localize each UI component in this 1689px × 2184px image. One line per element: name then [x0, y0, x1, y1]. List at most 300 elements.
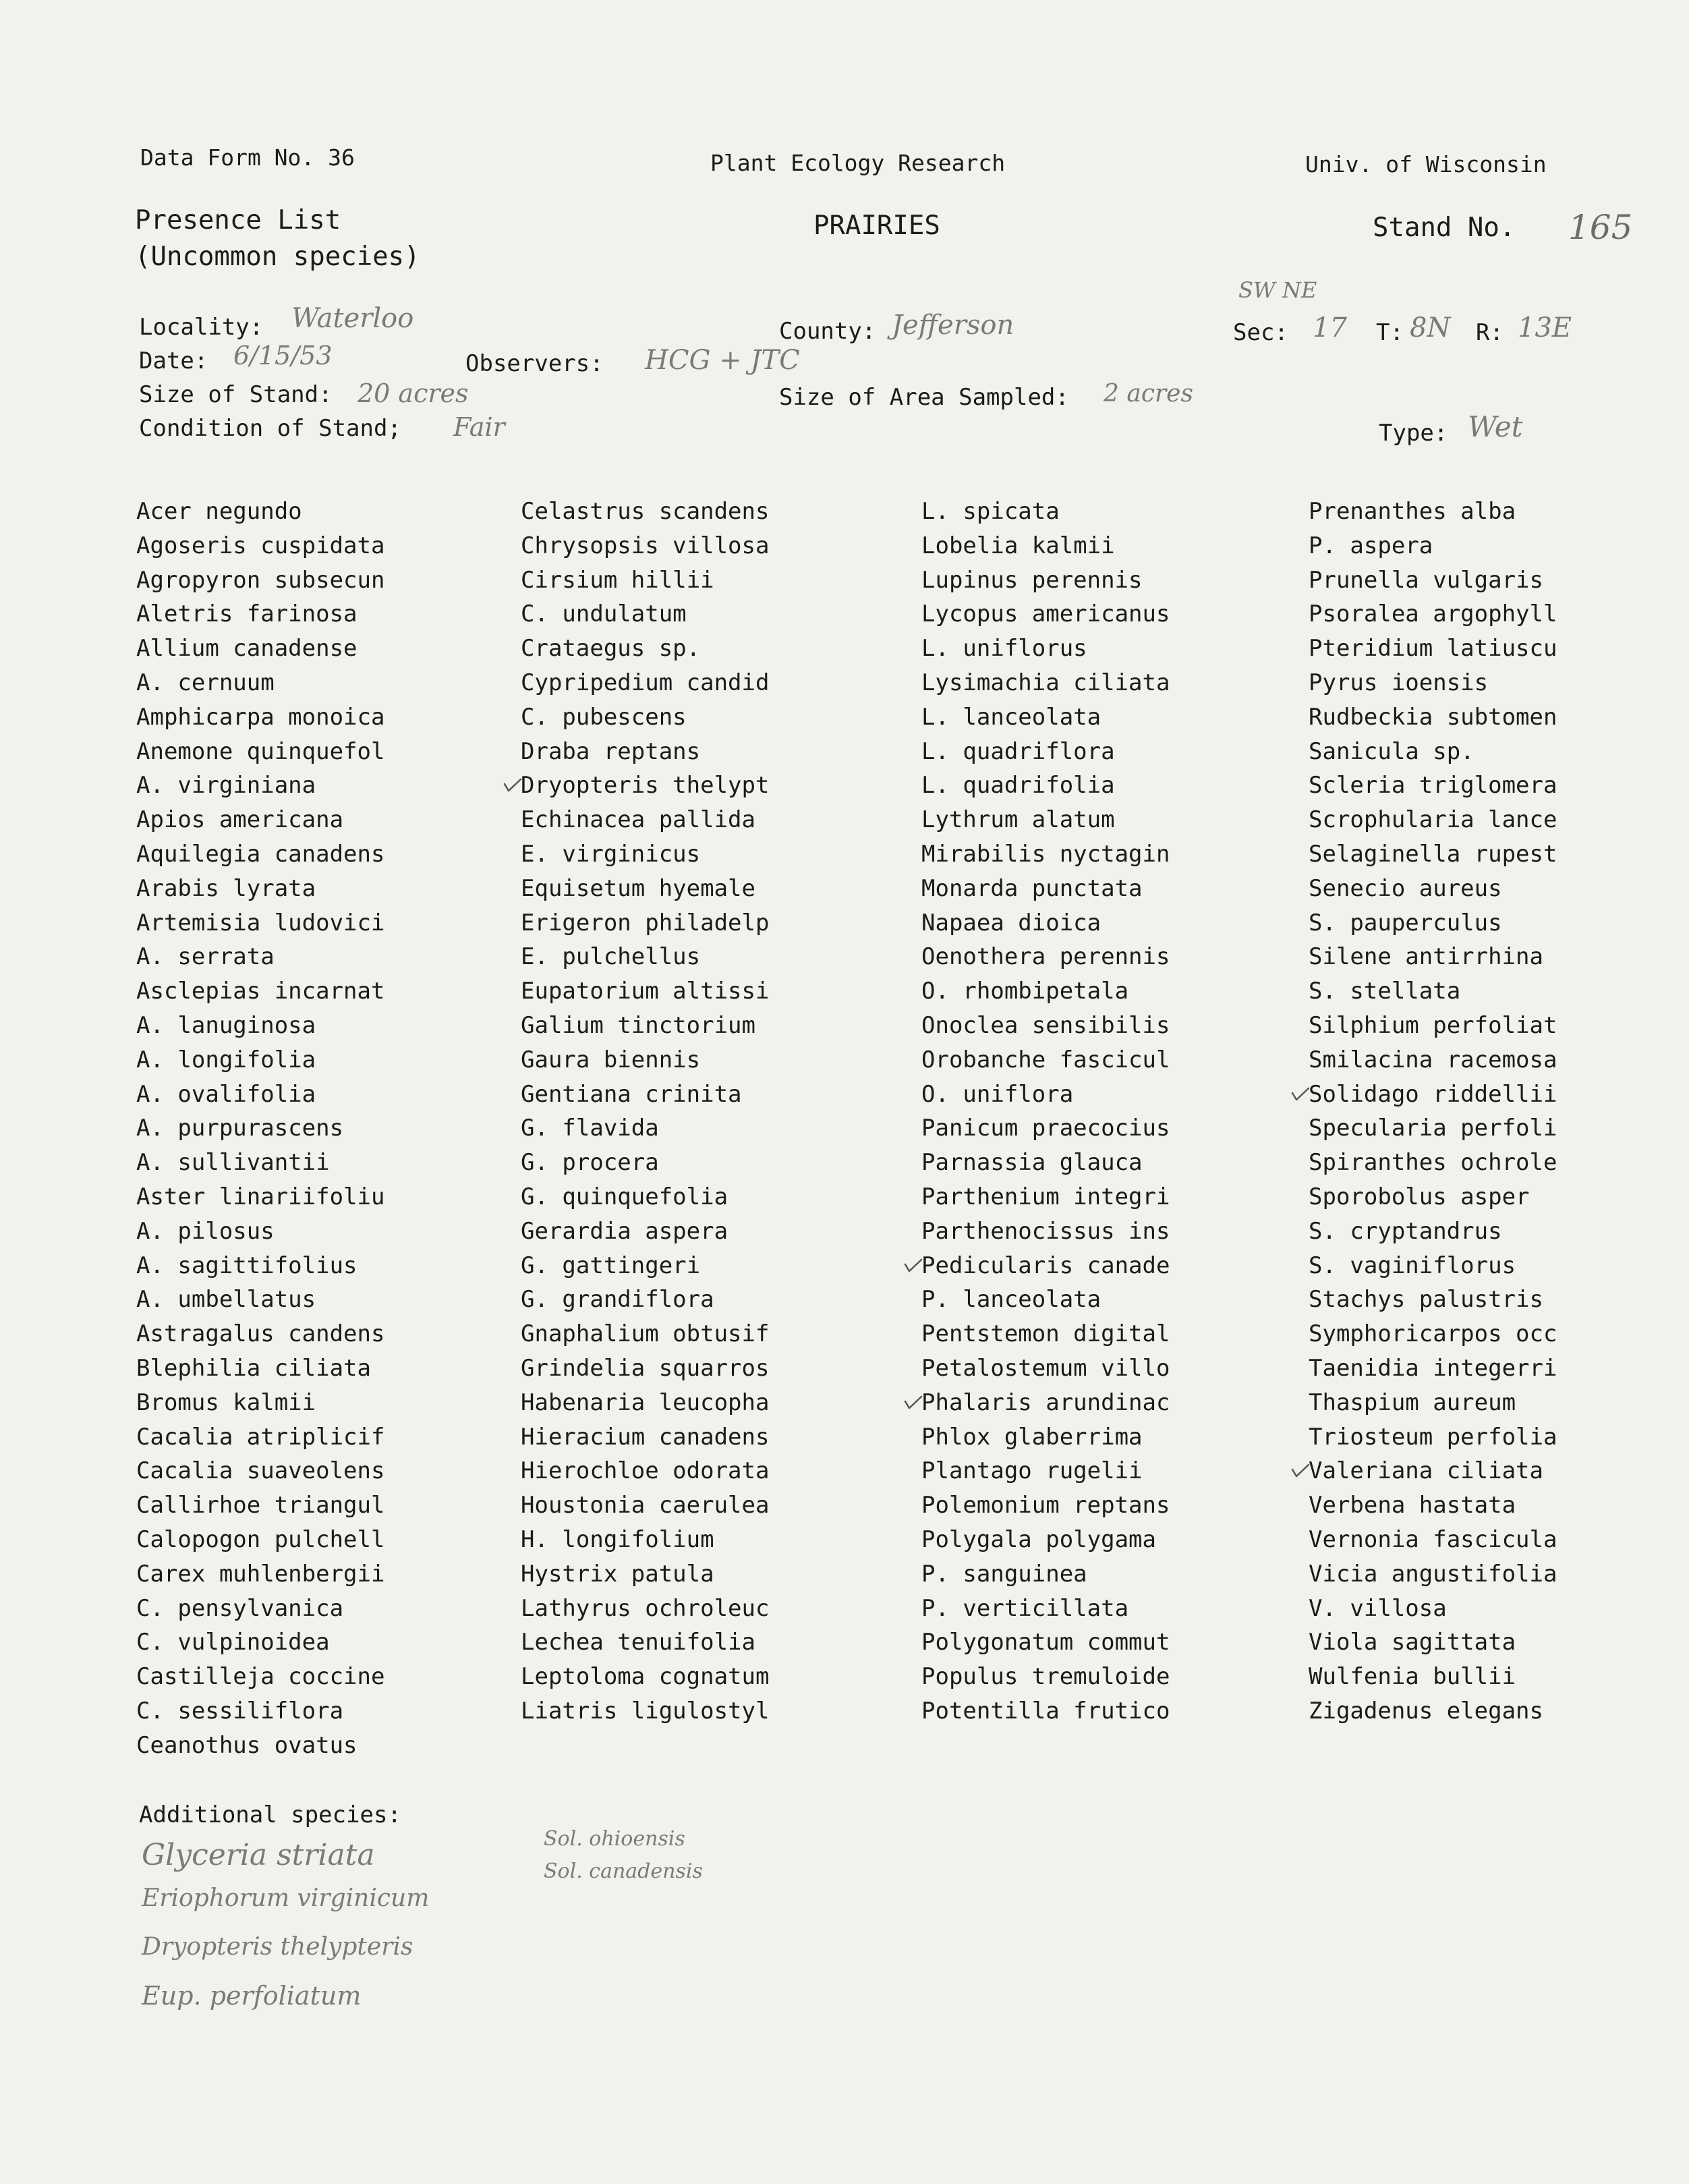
species-name: A. umbellatus: [136, 1286, 316, 1314]
species-name: Gentiana crinita: [521, 1080, 742, 1108]
stand-number-label: Stand No.: [1373, 213, 1516, 243]
species-name: Crataegus sp.: [521, 635, 701, 663]
species-item: [1309, 702, 1557, 737]
species-item: [1309, 942, 1557, 976]
species-name: Cacalia atriplicif: [136, 1423, 385, 1451]
species-item: [136, 1182, 384, 1216]
species-item: [921, 1011, 1170, 1045]
range-value: 13E: [1518, 312, 1572, 343]
species-name: Polemonium reptans: [921, 1492, 1170, 1519]
species-item: [1309, 1388, 1557, 1422]
size-of-stand-value: 20 acres: [357, 379, 469, 408]
species-item: [1309, 1182, 1557, 1216]
condition-of-stand-value: Fair: [453, 412, 505, 442]
species-name: Chrysopsis villosa: [521, 532, 770, 559]
species-name: Mirabilis nyctagin: [921, 840, 1170, 868]
species-item: [521, 874, 769, 908]
species-item: [1309, 497, 1557, 531]
species-name: Cacalia suaveolens: [136, 1457, 385, 1485]
species-name: L. quadrifolia: [921, 772, 1115, 800]
species-name: Carex muhlenbergii: [136, 1560, 385, 1588]
species-name: Anemone quinquefol: [136, 737, 385, 765]
species-item: [136, 1594, 384, 1628]
species-name: Selaginella rupest: [1309, 840, 1557, 868]
species-item: [136, 976, 384, 1011]
species-name: Spiranthes ochrole: [1309, 1149, 1557, 1177]
species-item: [521, 1662, 769, 1696]
species-item: [921, 1353, 1170, 1388]
species-item: [136, 531, 384, 565]
type-value: Wet: [1468, 410, 1523, 443]
species-name: G. gattingeri: [521, 1252, 701, 1279]
species-name: Hieracium canadens: [521, 1423, 770, 1451]
university-name: Univ. of Wisconsin: [1305, 151, 1547, 177]
species-name: Potentilla frutico: [921, 1697, 1170, 1725]
species-item: [921, 1113, 1170, 1148]
additional-species-handwritten-left: [142, 1838, 430, 2011]
species-name: A. pilosus: [136, 1217, 275, 1245]
species-name: Amphicarpa monoica: [136, 703, 385, 731]
species-name: Dryopteris thelypt: [521, 772, 770, 800]
species-column-1: [136, 497, 384, 1764]
species-name: Oenothera perennis: [921, 943, 1170, 971]
species-item: [136, 1045, 384, 1080]
species-item: [1309, 1594, 1557, 1628]
species-item: [921, 839, 1170, 874]
species-name: Draba reptans: [521, 737, 701, 765]
species-name: V. villosa: [1309, 1594, 1447, 1622]
species-name: Apios americana: [136, 806, 344, 834]
species-item: [521, 976, 769, 1011]
species-item: [521, 1490, 769, 1525]
species-name: S. stellata: [1309, 978, 1461, 1005]
species-name: Silphium perfoliat: [1309, 1011, 1557, 1039]
species-name: Triosteum perfolia: [1309, 1423, 1557, 1451]
date-value: 6/15/53: [233, 341, 333, 370]
species-item: [521, 737, 769, 771]
species-name: Aquilegia canadens: [136, 840, 385, 868]
species-name: Celastrus scandens: [521, 498, 770, 525]
species-item: [136, 1456, 384, 1490]
locality-value: Waterloo: [291, 303, 414, 334]
species-name: Agoseris cuspidata: [136, 532, 385, 559]
species-item: [136, 565, 384, 600]
species-item: [521, 805, 769, 839]
checkmark-icon: [1291, 1086, 1310, 1101]
section-note: SW NE: [1238, 277, 1317, 303]
species-name: Asclepias incarnat: [136, 978, 385, 1005]
range-label: R:: [1476, 319, 1504, 346]
species-name: Lupinus perennis: [921, 566, 1143, 594]
species-item: [521, 531, 769, 565]
species-name: Specularia perfoli: [1309, 1115, 1557, 1142]
category-title: PRAIRIES: [813, 211, 940, 241]
species-item: [1309, 565, 1557, 600]
species-item: [1309, 1422, 1557, 1457]
species-item: [136, 1525, 384, 1559]
species-item: [521, 1148, 769, 1182]
species-item: [521, 1113, 769, 1148]
species-item: [921, 668, 1170, 702]
species-item: [1309, 1148, 1557, 1182]
form-number: Data Form No. 36: [140, 144, 355, 171]
species-item: [1309, 976, 1557, 1011]
township-label: T:: [1376, 319, 1404, 346]
species-name: S. cryptandrus: [1309, 1217, 1502, 1245]
species-column-3: [921, 497, 1170, 1731]
species-name: L. spicata: [921, 498, 1060, 525]
species-item: [521, 1594, 769, 1628]
species-item: [921, 1696, 1170, 1731]
species-item: [921, 531, 1170, 565]
species-name: Echinacea pallida: [521, 806, 755, 834]
species-name: Gnaphalium obtusif: [521, 1320, 770, 1348]
section-label: Sec:: [1233, 319, 1288, 346]
section-value: 17: [1313, 312, 1347, 343]
species-item: [136, 1559, 384, 1594]
species-name: Solidago riddellii: [1309, 1080, 1557, 1108]
checkmark-icon: [503, 777, 522, 792]
species-item: [136, 599, 384, 634]
species-name: A. longifolia: [136, 1046, 316, 1073]
species-name: Zigadenus elegans: [1309, 1697, 1543, 1725]
species-name: C. pensylvanica: [136, 1594, 344, 1622]
county-value: Jefferson: [892, 310, 1014, 341]
species-item: [921, 1182, 1170, 1216]
species-name: Rudbeckia subtomen: [1309, 703, 1557, 731]
species-name: Plantago rugelii: [921, 1457, 1143, 1485]
species-name: Viola sagittata: [1309, 1629, 1516, 1656]
species-name: Ceanothus ovatus: [136, 1731, 357, 1759]
species-name: Artemisia ludovici: [136, 909, 385, 936]
species-name: C. vulpinoidea: [136, 1629, 330, 1656]
species-item: [521, 1011, 769, 1045]
species-name: Astragalus candens: [136, 1320, 385, 1348]
species-item: [136, 1662, 384, 1696]
species-item: [136, 497, 384, 531]
additional-species-entry: Sol. ohioensis: [544, 1827, 685, 1851]
species-name: Callirhoe triangul: [136, 1492, 385, 1519]
species-item: [136, 1731, 384, 1765]
species-name: Habenaria leucopha: [521, 1389, 770, 1416]
species-item: [921, 1559, 1170, 1594]
species-name: Scrophularia lance: [1309, 806, 1557, 834]
species-item: [521, 839, 769, 874]
species-name: Orobanche fascicul: [921, 1046, 1170, 1073]
species-name: Allium canadense: [136, 635, 357, 663]
species-name: Equisetum hyemale: [521, 874, 755, 902]
species-name: Leptoloma cognatum: [521, 1663, 770, 1691]
species-item: [921, 1594, 1170, 1628]
species-name: Galium tinctorium: [521, 1011, 755, 1039]
additional-species-entry: Eup. perfoliatum: [142, 1981, 362, 2011]
species-item: [1309, 908, 1557, 943]
species-item: [136, 1319, 384, 1353]
species-item: [136, 1080, 384, 1114]
species-item: [521, 702, 769, 737]
species-item: [521, 497, 769, 531]
species-name: C. pubescens: [521, 703, 687, 731]
species-item: [921, 702, 1170, 737]
species-name: G. flavida: [521, 1115, 659, 1142]
species-name: A. purpurascens: [136, 1115, 344, 1142]
species-name: Cirsium hillii: [521, 566, 714, 594]
species-name: Grindelia squarros: [521, 1354, 770, 1382]
species-item: [136, 1696, 384, 1731]
species-item: [921, 497, 1170, 531]
species-name: Pedicularis canade: [921, 1252, 1170, 1279]
species-name: Prunella vulgaris: [1309, 566, 1543, 594]
list-title-line-1: Presence List: [135, 205, 341, 235]
species-name: Valeriana ciliata: [1309, 1457, 1543, 1485]
species-name: Polygonatum commut: [921, 1629, 1170, 1656]
species-item: [921, 908, 1170, 943]
species-item: [136, 1113, 384, 1148]
species-column-4: [1309, 497, 1557, 1731]
species-name: Castilleja coccine: [136, 1663, 385, 1691]
species-item: [521, 1251, 769, 1285]
species-item: [1309, 668, 1557, 702]
species-name: Hystrix patula: [521, 1560, 714, 1588]
species-item: [521, 1525, 769, 1559]
species-name: Gaura biennis: [521, 1046, 701, 1073]
species-name: O. rhombipetala: [921, 978, 1129, 1005]
species-name: Pyrus ioensis: [1309, 669, 1489, 696]
species-name: A. ovalifolia: [136, 1080, 316, 1108]
species-item: [1309, 1080, 1557, 1114]
species-item: [521, 599, 769, 634]
species-name: Lobelia kalmii: [921, 532, 1115, 559]
species-item: [921, 1319, 1170, 1353]
species-name: P. aspera: [1309, 532, 1433, 559]
species-item: [521, 1388, 769, 1422]
species-name: Lysimachia ciliata: [921, 669, 1170, 696]
species-name: Agropyron subsecun: [136, 566, 385, 594]
species-name: A. sagittifolius: [136, 1252, 357, 1279]
species-item: [521, 668, 769, 702]
species-name: Prenanthes alba: [1309, 498, 1516, 525]
species-item: [921, 1148, 1170, 1182]
species-item: [1309, 1216, 1557, 1251]
species-item: [1309, 1456, 1557, 1490]
species-name: Blephilia ciliata: [136, 1354, 371, 1382]
species-name: Wulfenia bullii: [1309, 1663, 1516, 1691]
species-name: Sanicula sp.: [1309, 737, 1475, 765]
additional-species-entry: Glyceria striata: [142, 1838, 375, 1872]
species-name: L. quadriflora: [921, 737, 1115, 765]
species-item: [136, 1148, 384, 1182]
observers-value: HCG + JTC: [645, 345, 800, 376]
species-name: H. longifolium: [521, 1525, 714, 1553]
species-name: Aster linariifoliu: [136, 1183, 385, 1210]
species-item: [921, 1080, 1170, 1114]
species-item: [136, 1216, 384, 1251]
species-name: Verbena hastata: [1309, 1492, 1516, 1519]
species-item: [521, 1182, 769, 1216]
species-name: Vicia angustifolia: [1309, 1560, 1557, 1588]
species-item: [1309, 874, 1557, 908]
species-item: [1309, 1353, 1557, 1388]
species-name: Arabis lyrata: [136, 874, 316, 902]
species-name: Calopogon pulchell: [136, 1525, 385, 1553]
additional-species-entry: Eriophorum virginicum: [142, 1884, 430, 1912]
species-item: [521, 942, 769, 976]
additional-species-handwritten-right: [544, 1823, 703, 1888]
species-item: [1309, 1525, 1557, 1559]
additional-species-entry: Dryopteris thelypteris: [142, 1933, 413, 1961]
species-name: Parthenium integri: [921, 1183, 1170, 1210]
species-item: [921, 1251, 1170, 1285]
species-item: [521, 1353, 769, 1388]
species-item: [136, 1490, 384, 1525]
species-name: Populus tremuloide: [921, 1663, 1170, 1691]
species-item: [1309, 1662, 1557, 1696]
species-name: Vernonia fascicula: [1309, 1525, 1557, 1553]
species-item: [921, 976, 1170, 1011]
species-name: P. lanceolata: [921, 1286, 1101, 1314]
species-name: Petalostemum villo: [921, 1354, 1170, 1382]
species-item: [136, 908, 384, 943]
species-name: Liatris ligulostyl: [521, 1697, 770, 1725]
species-name: S. pauperculus: [1309, 909, 1502, 936]
species-item: [136, 1285, 384, 1319]
species-item: [921, 1662, 1170, 1696]
species-name: A. serrata: [136, 943, 275, 971]
species-name: Hierochloe odorata: [521, 1457, 770, 1485]
species-name: Psoralea argophyll: [1309, 600, 1557, 628]
species-item: [136, 771, 384, 805]
species-item: [921, 1388, 1170, 1422]
species-item: [1309, 1011, 1557, 1045]
species-name: C. undulatum: [521, 600, 687, 628]
species-name: Sporobolus asper: [1309, 1183, 1530, 1210]
species-name: Gerardia aspera: [521, 1217, 728, 1245]
species-item: [521, 1696, 769, 1731]
species-item: [136, 1422, 384, 1457]
species-name: P. sanguinea: [921, 1560, 1087, 1588]
species-name: Lechea tenuifolia: [521, 1629, 755, 1656]
type-label: Type:: [1379, 420, 1448, 447]
species-item: [521, 1456, 769, 1490]
species-item: [1309, 634, 1557, 668]
species-item: [1309, 737, 1557, 771]
species-item: [921, 1456, 1170, 1490]
species-name: L. lanceolata: [921, 703, 1101, 731]
species-name: G. grandiflora: [521, 1286, 714, 1314]
species-item: [1309, 771, 1557, 805]
species-item: [921, 1216, 1170, 1251]
species-item: [921, 1285, 1170, 1319]
species-name: E. pulchellus: [521, 943, 701, 971]
species-item: [1309, 1045, 1557, 1080]
species-item: [1309, 839, 1557, 874]
species-item: [1309, 1696, 1557, 1731]
species-item: [521, 1285, 769, 1319]
species-item: [136, 702, 384, 737]
species-name: Pentstemon digital: [921, 1320, 1170, 1348]
list-title-line-2: (Uncommon species): [135, 242, 420, 272]
species-item: [136, 942, 384, 976]
species-item: [921, 1525, 1170, 1559]
species-item: [521, 1422, 769, 1457]
species-item: [136, 634, 384, 668]
species-name: Bromus kalmii: [136, 1389, 316, 1416]
date-label: Date:: [139, 347, 208, 374]
species-item: [1309, 1627, 1557, 1662]
species-item: [521, 1045, 769, 1080]
species-item: [136, 1388, 384, 1422]
species-item: [521, 1627, 769, 1662]
species-name: Erigeron philadelp: [521, 909, 770, 936]
species-name: A. cernuum: [136, 669, 275, 696]
species-name: Thaspium aureum: [1309, 1389, 1516, 1416]
species-name: A. lanuginosa: [136, 1011, 316, 1039]
species-item: [521, 908, 769, 943]
species-item: [921, 1627, 1170, 1662]
species-item: [1309, 1251, 1557, 1285]
species-item: [1309, 531, 1557, 565]
species-name: S. vaginiflorus: [1309, 1252, 1516, 1279]
species-name: Lathyrus ochroleuc: [521, 1594, 770, 1622]
species-item: [921, 565, 1170, 600]
species-name: Symphoricarpos occ: [1309, 1320, 1557, 1348]
species-item: [1309, 599, 1557, 634]
species-name: Taenidia integerri: [1309, 1354, 1557, 1382]
species-item: [921, 1490, 1170, 1525]
species-item: [1309, 1285, 1557, 1319]
species-name: Eupatorium altissi: [521, 978, 770, 1005]
species-name: Silene antirrhina: [1309, 943, 1543, 971]
species-name: Acer negundo: [136, 498, 302, 525]
species-item: [136, 1627, 384, 1662]
species-item: [136, 668, 384, 702]
species-item: [521, 1319, 769, 1353]
species-item: [921, 942, 1170, 976]
species-name: G. quinquefolia: [521, 1183, 728, 1210]
species-name: Houstonia caerulea: [521, 1492, 770, 1519]
county-label: County:: [779, 318, 876, 345]
checkmark-icon: [904, 1258, 923, 1272]
species-name: Polygala polygama: [921, 1525, 1156, 1553]
species-name: Cypripedium candid: [521, 669, 770, 696]
species-item: [1309, 1113, 1557, 1148]
additional-species-entry: Sol. canadensis: [544, 1859, 703, 1883]
species-item: [136, 805, 384, 839]
species-name: O. uniflora: [921, 1080, 1074, 1108]
species-item: [521, 1216, 769, 1251]
species-item: [1309, 1559, 1557, 1594]
species-item: [136, 1353, 384, 1388]
species-name: Smilacina racemosa: [1309, 1046, 1557, 1073]
species-name: C. sessiliflora: [136, 1697, 344, 1725]
species-name: Pteridium latiuscu: [1309, 635, 1557, 663]
species-item: [921, 1422, 1170, 1457]
condition-of-stand-label: Condition of Stand;: [139, 415, 401, 442]
species-item: [921, 737, 1170, 771]
species-item: [1309, 1319, 1557, 1353]
size-of-stand-label: Size of Stand:: [139, 381, 333, 408]
species-item: [521, 771, 769, 805]
species-name: Onoclea sensibilis: [921, 1011, 1170, 1039]
species-item: [921, 874, 1170, 908]
species-item: [1309, 1490, 1557, 1525]
species-column-2: [521, 497, 769, 1731]
species-name: G. procera: [521, 1149, 659, 1177]
species-item: [1309, 805, 1557, 839]
species-item: [921, 805, 1170, 839]
species-name: L. uniflorus: [921, 635, 1087, 663]
species-item: [136, 737, 384, 771]
